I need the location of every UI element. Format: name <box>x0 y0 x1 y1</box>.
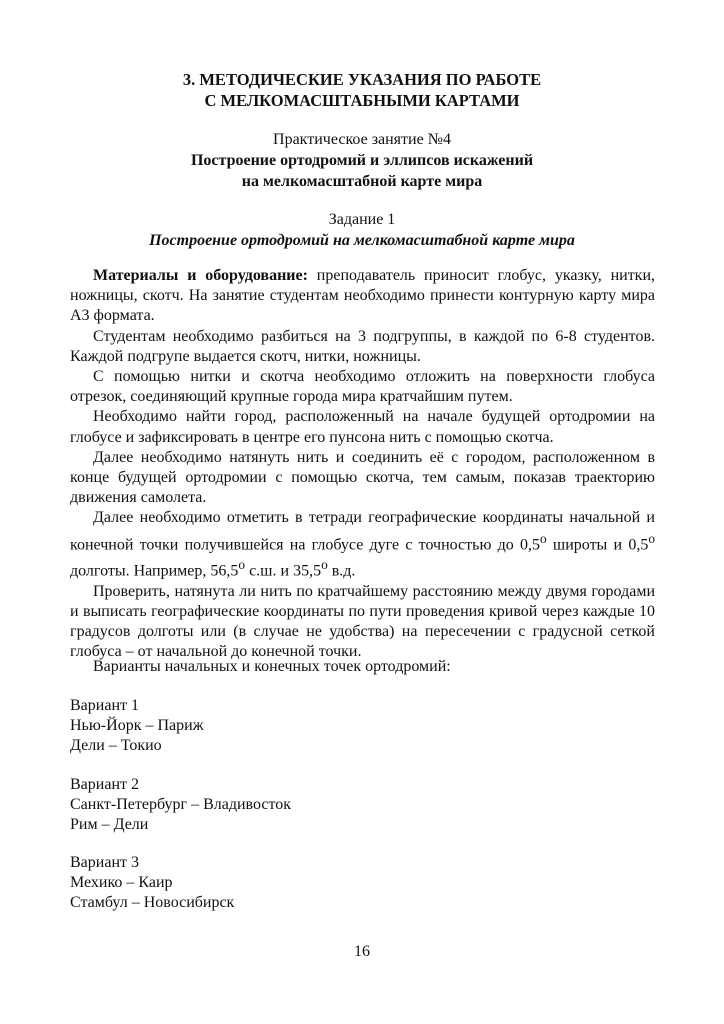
paragraph: Далее необходимо натянуть нить и соединить её с городом, расположенном в конце будущей ортодромии с помощью скотча, тем самым, показав траекторию движения самолета. <box>70 448 655 507</box>
variants-intro: Варианты начальных и конечных точек ортодромий: <box>93 658 451 675</box>
task-header: Задание 1 Построение ортодромий на мелкомасштабной карте мира <box>149 211 575 249</box>
paragraph: Далее необходимо отметить в тетради географические координаты начальной и конечной точки получившейся на глобусе дуге с точностью до 0,5$^o$ широты и 0,5$^o$ долготы. Например, 56,5$^o$ с.ш. и 35,5$^o$ в.д. <box>70 509 655 580</box>
variant-2: Вариант 2 Санкт-Петербург – Владивосток Рим – Дели <box>70 776 292 834</box>
paragraph: С помощью нитки и скотча необходимо отложить на поверхности глобуса отрезок, соединяющий крупные города мира кратчайшим путем. <box>70 368 655 406</box>
paragraph-materials: Материалы и оборудование: преподаватель приносит глобус, указку, нитки, ножницы, скотч. На занятие студентам необходимо принести контурную карту мира А3 формата. <box>70 267 656 325</box>
section-heading: 3. МЕТОДИЧЕСКИЕ УКАЗАНИЯ ПО РАБОТЕ С МЕЛКОМАСШТАБНЫМИ КАРТАМИ <box>182 70 542 110</box>
paragraph: Необходимо найти город, расположенный на начале будущей ортодромии на глобусе и зафиксировать в центре его пунсона нить с помощью скотча. <box>70 408 655 446</box>
body-text <box>70 266 655 663</box>
lesson-header: Практическое занятие №4 Построение ортодромий и эллипсов искажений на мелкомасштабной карте мира <box>190 131 534 190</box>
variant-1: Вариант 1 Нью-Йорк – Париж Дели – Токио <box>70 697 204 755</box>
paragraph: Студентам необходимо разбиться на 3 подгруппы, в каждой по 6-8 студентов. Каждой подгрупе выдается скотч, нитки, ножницы. <box>70 327 655 365</box>
page-number: 16 <box>354 943 370 960</box>
paragraph: Проверить, натянута ли нить по кратчайшему расстоянию между двумя городами и выписать географические координаты по пути проведения кривой через каждые 10 градусов долготы или (в случае не удобства) на пересечении с градусной сеткой глобуса – от начальной до конечной точки. <box>70 582 655 661</box>
variant-3: Вариант 3 Мехико – Каир Стамбул – Новосибирск <box>70 854 235 912</box>
